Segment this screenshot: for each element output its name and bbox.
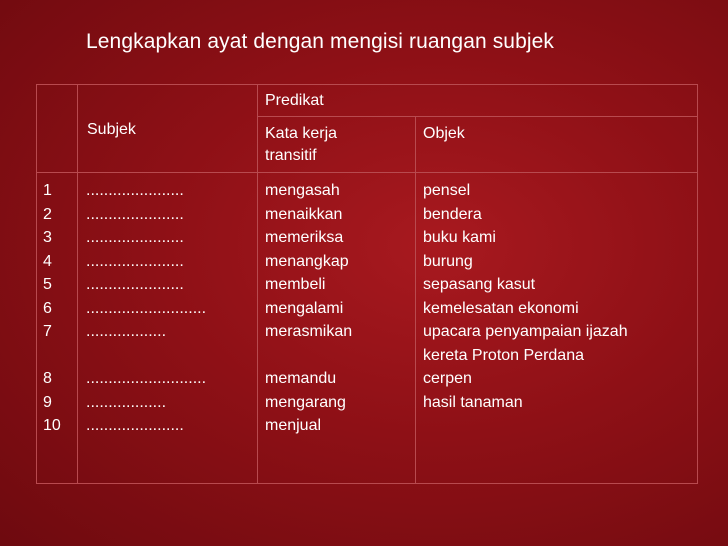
kata-kerja-cell: membeli [265,276,326,293]
header-objek: Objek [423,125,465,142]
kata-kerja-cell: merasmikan [265,323,353,340]
column-objek [423,179,628,438]
row-number: 10 [43,417,61,434]
header-kata-kerja [265,123,337,167]
subjek-blank: .................. [86,393,167,411]
objek-cell: pensel [423,182,471,199]
objek-cell: bendera [423,205,482,223]
row-number: 3 [43,229,52,246]
subjek-blank: ...................... [86,417,184,434]
divider-subjek-col [257,85,258,483]
subjek-blank: ...................... [86,205,184,223]
header-subjek: Subjek [87,121,136,138]
kata-kerja-cell: mengarang [265,393,346,411]
row-number: 5 [43,276,52,293]
header-kata-kerja-line1: Kata kerja [265,125,338,142]
column-number [43,179,61,438]
row-number: 1 [43,182,52,199]
kata-kerja-cell: mengalami [265,299,344,317]
kata-kerja-cell [265,344,352,368]
subjek-blank: ...................... [86,276,184,293]
header-kata-kerja-line2: transitif [265,147,317,164]
objek-cell [423,414,628,438]
kata-kerja-cell: menjual [265,417,322,434]
objek-cell: burung [423,252,473,270]
row-number: 9 [43,393,52,411]
objek-cell: cerpen [423,370,472,387]
objek-cell: sepasang kasut [423,276,536,293]
subjek-blank: ........................... [86,299,207,317]
kata-kerja-cell: memandu [265,370,337,387]
objek-cell: kereta Proton Perdana [423,346,584,364]
page-title: Lengkapkan ayat dengan mengisi ruangan subjek [86,30,555,53]
row-number: 8 [43,370,52,387]
divider-predikat-row [257,116,697,117]
objek-cell: hasil tanaman [423,393,523,411]
header-predikat: Predikat [265,92,324,109]
objek-cell: kemelesatan ekonomi [423,299,579,317]
column-subjek [86,179,206,438]
column-kata-kerja [265,179,352,438]
subjek-blank: ........................... [86,370,207,387]
subjek-blank: .................. [86,323,167,340]
subjek-blank: ...................... [86,252,184,270]
objek-cell: buku kami [423,229,496,246]
subjek-blank: ...................... [86,229,184,246]
kata-kerja-cell: menangkap [265,252,349,270]
sentence-table [36,84,698,484]
kata-kerja-cell: mengasah [265,182,340,199]
row-number: 6 [43,299,52,317]
row-number: 4 [43,252,52,270]
row-number [43,344,61,368]
divider-num-col [77,85,78,483]
row-number: 7 [43,323,52,340]
divider-header-row [37,172,697,173]
objek-cell: upacara penyampaian ijazah [423,323,628,340]
kata-kerja-cell: memeriksa [265,229,344,246]
row-number: 2 [43,205,52,223]
subjek-blank [86,344,206,368]
kata-kerja-cell: menaikkan [265,205,343,223]
subjek-blank: ...................... [86,182,184,199]
